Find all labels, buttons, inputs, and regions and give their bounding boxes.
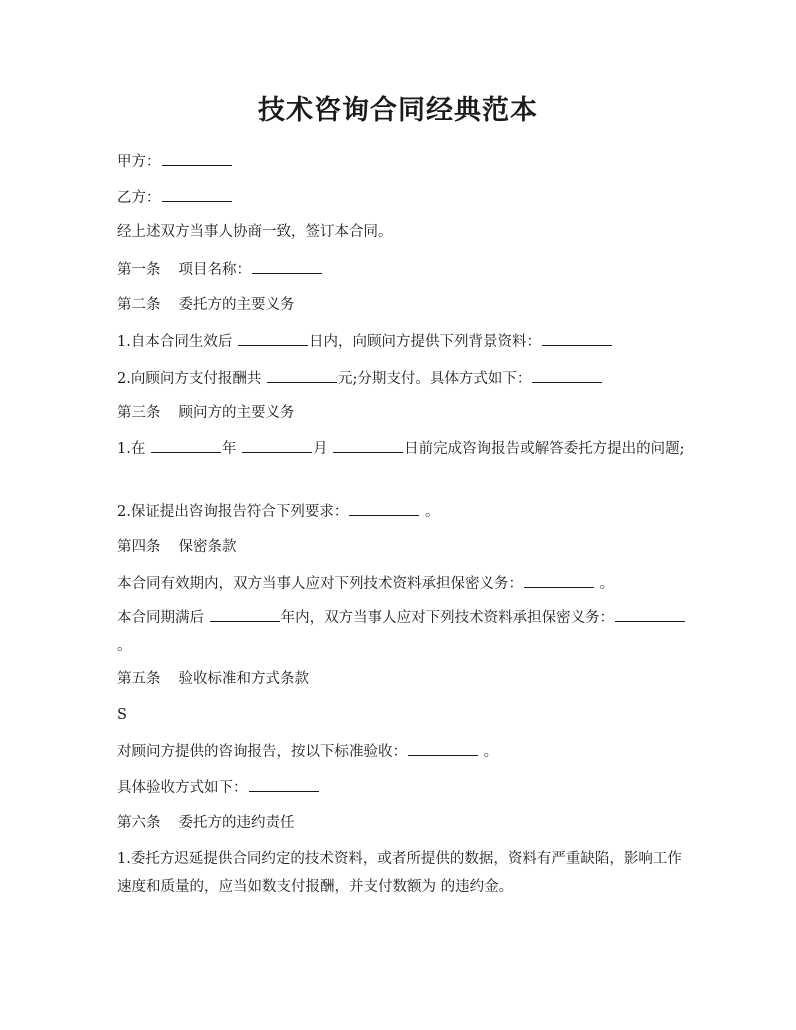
- article-4-p1-text-b: 。: [595, 576, 615, 592]
- party-a-blank[interactable]: [162, 150, 232, 166]
- article-4-p2-text-c: 。: [117, 638, 132, 654]
- article-5-heading: 第五条: [117, 671, 161, 687]
- years-after-expiry-blank[interactable]: [210, 606, 280, 622]
- article-2-title: 委托方的主要义务: [178, 297, 295, 313]
- article-3-item-1-text-c: 月: [313, 441, 333, 457]
- article-2-item-2: [117, 367, 687, 390]
- article-3-heading: 第三条: [117, 405, 161, 421]
- article-3-item-1-text-a: 1.在: [117, 441, 150, 457]
- payment-amount-blank[interactable]: [267, 367, 337, 383]
- article-6-heading: 第六条: [117, 815, 161, 831]
- article-1-heading: 第一条: [117, 262, 161, 278]
- article-5-paragraph-2: [117, 776, 687, 799]
- article-3-title: 顾问方的主要义务: [178, 405, 295, 421]
- background-materials-blank[interactable]: [542, 330, 612, 346]
- stray-character: S: [117, 707, 127, 723]
- article-6-title: 委托方的违约责任: [178, 815, 295, 831]
- article-1-line: [117, 258, 687, 281]
- article-2-heading: 第二条: [117, 297, 161, 313]
- document-title: 技术咨询合同经典范本: [258, 95, 538, 126]
- month-blank[interactable]: [242, 437, 312, 453]
- article-5-p2-text: 具体验收方式如下：: [117, 780, 248, 796]
- article-6-item-1: 1.委托方迟延提供合同约定的技术资料，或者所提供的数据，资料有严重缺陷，影响工作速度和质量的，应当如数支付报酬，并支付数额为 的违约金。: [117, 851, 682, 895]
- payment-method-blank[interactable]: [532, 367, 602, 383]
- confidential-materials-blank[interactable]: [524, 572, 594, 588]
- project-name-blank[interactable]: [252, 258, 322, 274]
- party-a-line: [117, 150, 687, 173]
- article-6-line: [117, 812, 687, 834]
- report-requirements-blank[interactable]: [349, 500, 419, 516]
- article-4-heading: 第四条: [117, 539, 161, 555]
- article-2-item-2-text-a: 2.向顾问方支付报酬共: [117, 371, 266, 387]
- article-3-item-1-text-d: 日前完成咨询报告或解答委托方提出的问题;: [404, 441, 685, 457]
- acceptance-standard-blank[interactable]: [408, 740, 478, 756]
- article-1-label: 项目名称：: [178, 262, 251, 278]
- party-b-label: 乙方：: [117, 190, 161, 206]
- article-3-line: [117, 402, 687, 424]
- party-a-label: 甲方：: [117, 154, 161, 170]
- article-3-item-2-text-a: 2.保证提出咨询报告符合下列要求：: [117, 504, 349, 520]
- article-5-title: 验收标准和方式条款: [178, 671, 309, 687]
- article-2-item-1-text-a: 1.自本合同生效后: [117, 334, 237, 350]
- day-blank[interactable]: [333, 437, 403, 453]
- article-4-p2-text-b: 年内，双方当事人应对下列技术资料承担保密义务：: [280, 610, 615, 626]
- article-4-paragraph-2: [117, 604, 687, 660]
- article-3-item-1-text-b: 年: [221, 441, 242, 457]
- party-b-line: [117, 186, 687, 209]
- post-expiry-materials-blank[interactable]: [615, 606, 685, 622]
- article-2-item-1: [117, 330, 687, 353]
- article-4-title: 保密条款: [178, 539, 237, 555]
- days-blank[interactable]: [238, 330, 308, 346]
- article-5-paragraph-1: [117, 740, 687, 763]
- article-3-item-2-text-b: 。: [420, 504, 440, 520]
- article-2-item-1-text-b: 日内，向顾问方提供下列背景资料：: [308, 334, 541, 350]
- article-5-p1-text-a: 对顾问方提供的咨询报告，按以下标准验收：: [117, 744, 407, 760]
- article-4-paragraph-1: [117, 572, 687, 595]
- article-3-item-1: [117, 435, 687, 463]
- article-5-line: [117, 668, 687, 690]
- acceptance-method-blank[interactable]: [249, 776, 319, 792]
- article-4-p1-text-a: 本合同有效期内，双方当事人应对下列技术资料承担保密义务：: [117, 576, 523, 592]
- article-2-line: [117, 294, 687, 316]
- article-2-item-2-text-b: 元;分期支付。具体方式如下：: [337, 371, 532, 387]
- party-b-blank[interactable]: [162, 186, 232, 202]
- article-4-line: [117, 536, 687, 558]
- article-4-p2-text-a: 本合同期满后: [117, 610, 209, 626]
- article-5-p1-text-b: 。: [479, 744, 499, 760]
- intro-text: 经上述双方当事人协商一致，签订本合同。: [117, 224, 393, 240]
- article-3-item-2: [117, 500, 687, 523]
- year-blank[interactable]: [151, 437, 221, 453]
